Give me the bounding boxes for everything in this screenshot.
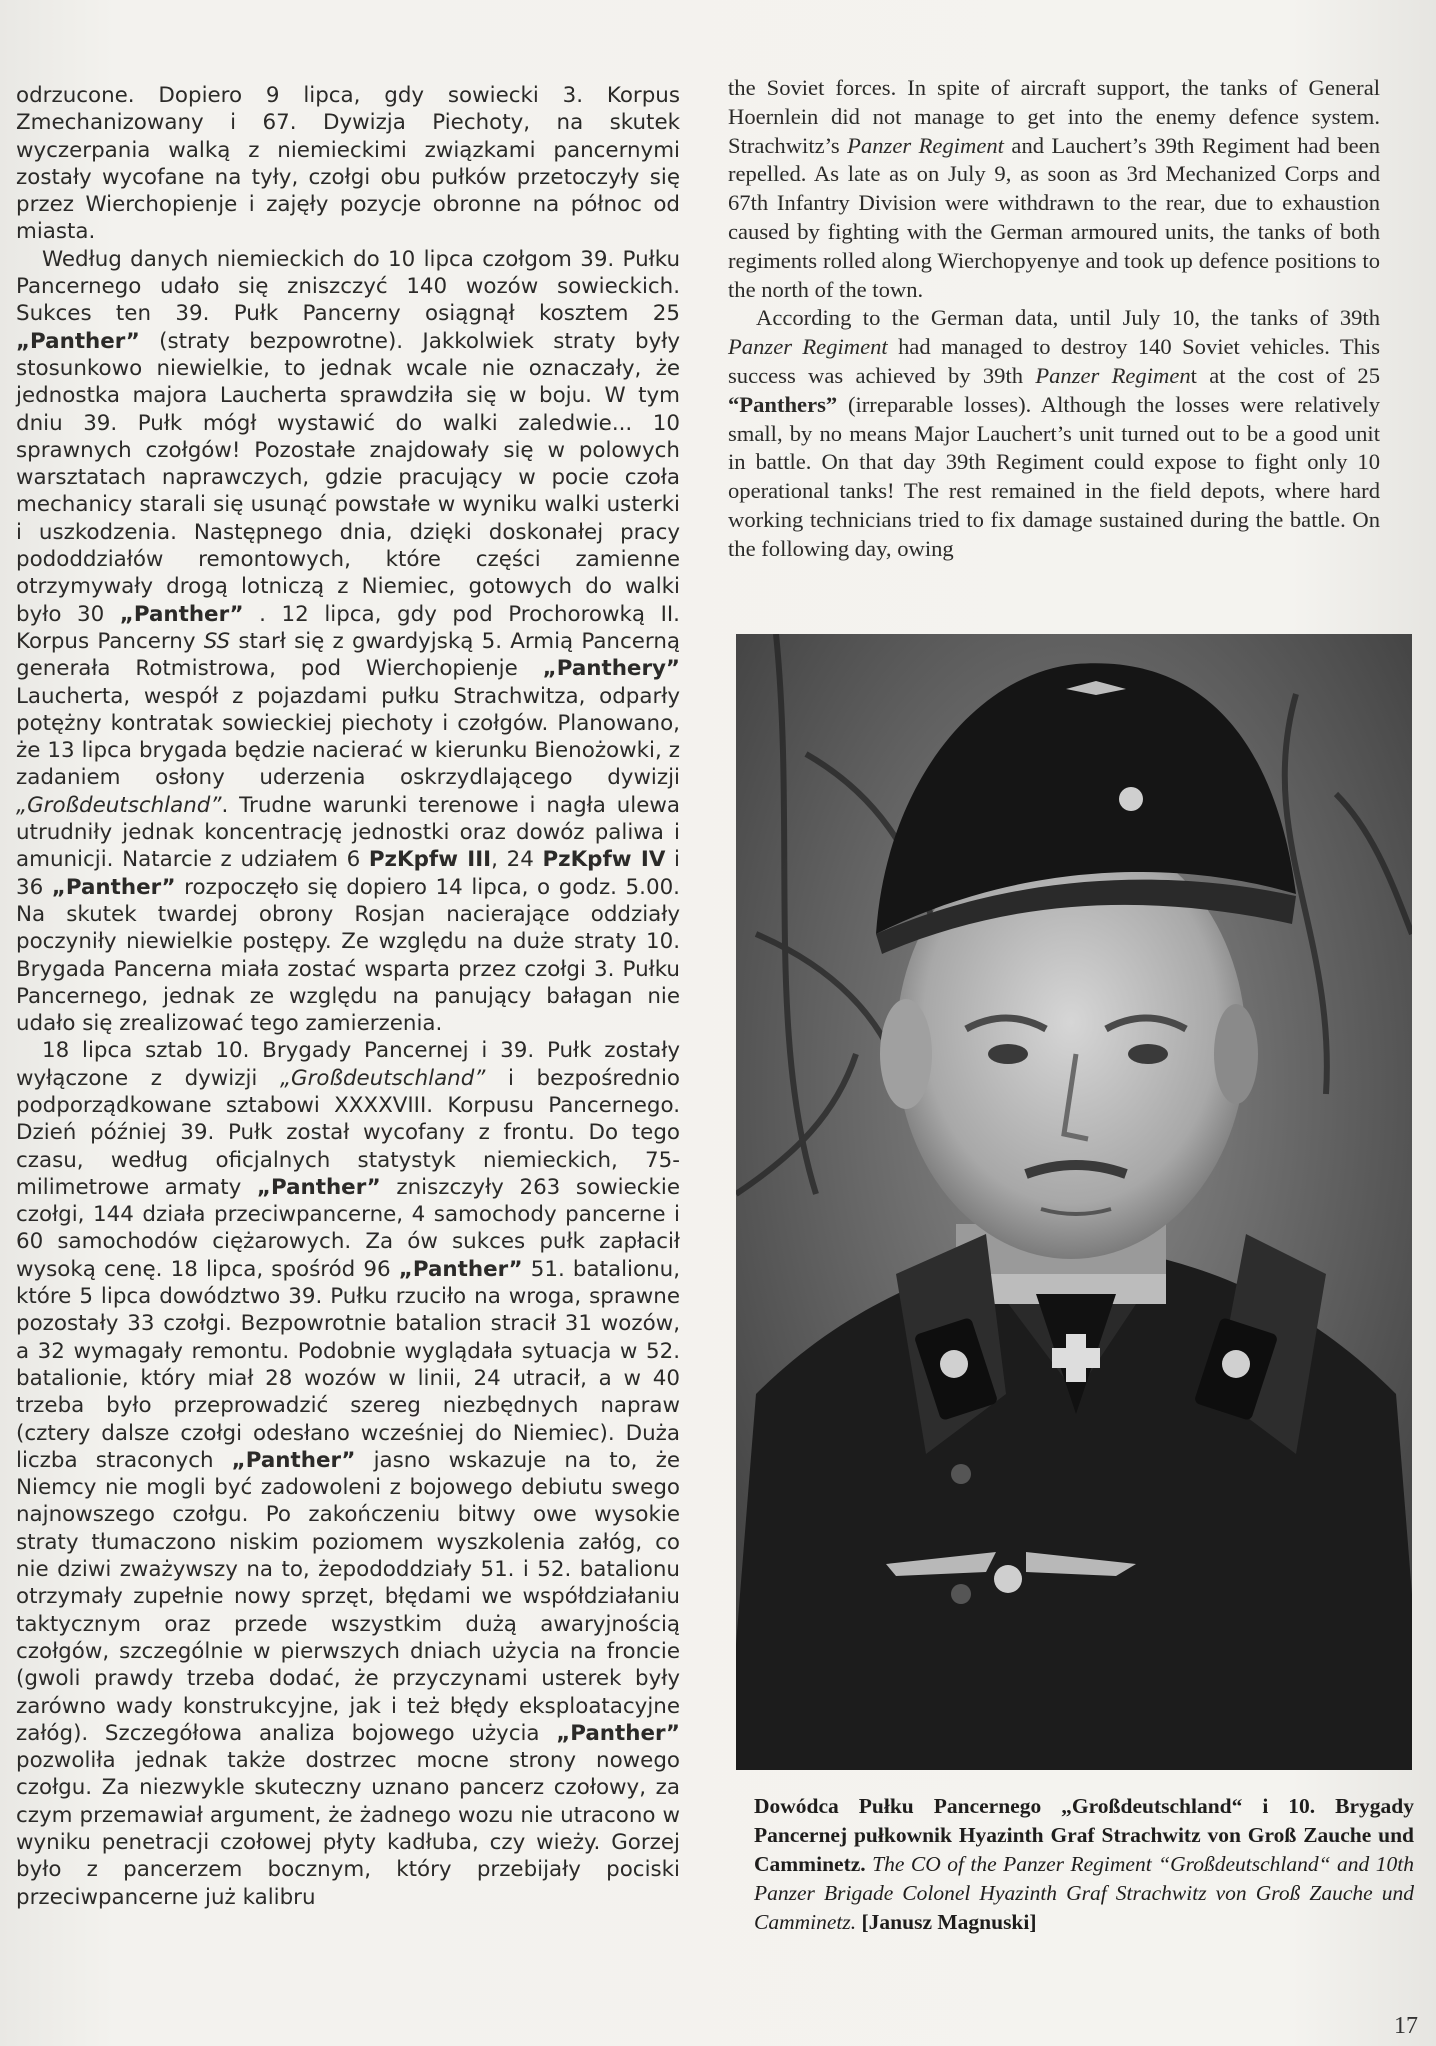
- text-run: zniszczyły 263 sowieckie czołgi, 144 działa przeciwpancerne, 4 samochody pancerne i 60 samochodów ciężarowych. Za ów sukces pułk zapłacił wysoką cenę. 18 lipca, spośród 96: [16, 1174, 680, 1282]
- text-run: Dowódca Pułku Pancernego „Großdeutschland“ i 10. Brygady Pancernej pułkownik Hyazinth Graf Strachwitz von Groß Zauche und Camminetz.: [754, 1794, 1414, 1876]
- text-run: „Panther”: [556, 1720, 680, 1746]
- text-run: i bezpośrednio podporządkowane sztabowi XXXXVIII. Korpusu Pancernego. Dzień później 39. Pułk został wycofany z frontu. Do tego czasu, według oficjalnych statystyk niemieckich, 75-milimetrowe armaty: [16, 1065, 680, 1200]
- text-run: 51. batalionu, które 5 lipca dowództwo 39. Pułku rzuciło na wroga, sprawne pozostały 33 czołgi. Bezpowrotnie batalion stracił 31 wozów, a 32 wymagały remontu. Podobnie wyglądała sytuacja w 52. batalionie, który miał 28 wozów w linii, 24 utracił, a w 40 trzeba było przeprowadzić szereg niezbędnych napraw (cztery dalsze czołgi odesłano wcześniej do Niemiec). Duża liczba straconych: [16, 1256, 680, 1473]
- portrait-photo: [736, 634, 1412, 1770]
- text-run: (straty bezpowrotne). Jakkolwiek straty były stosunkowo niewielkie, to jednak wcale nie oznaczały, że jednostka majora Laucherta sprawdziła się w boju. W tym dniu 39. Pułk mógł wystawić do walki zaledwie... 10 sprawnych czołgów! Pozostałe znajdowały się w polowych warsztatach naprawczych, gdzie pracujący w pocie czoła mechanicy starali się usunąć powstałe w wyniku walki usterki i uszkodzenia. Następnego dnia, dzięki doskonałej pracy pododdziałów remontowych, które części zamienne otrzymywały drogą lotniczą z Niemiec, gotowych do walki było 30: [16, 328, 680, 627]
- page-number: 17: [1394, 2013, 1418, 2039]
- text-run: „Panther”: [256, 1174, 381, 1200]
- portrait-illustration: [736, 634, 1412, 1770]
- text-run: starł się z gwardyjską 5. Armią Pancerną generała Rotmistrowa, pod Wierchopienje: [16, 628, 680, 682]
- text-run: „Panthery”: [542, 656, 680, 682]
- text-run: Laucherta, wespół z pojazdami pułku Strachwitza, odparły potężny kontratak sowieckiej piechoty i czołgów. Planowano, że 13 lipca brygada będzie nacierać w kierunku Bienożowki, z zadaniem osłony uderzenia oskrzydlającego dywizji: [16, 683, 680, 791]
- text-run: [Janusz Magnuski]: [856, 1910, 1037, 1934]
- text-run: jasno wskazuje na to, że Niemcy nie mogli być zadowoleni z bojowego debiutu swego najnowszego czołgu. Po zakończeniu bitwy owe wysokie straty tłumaczono niskim poziomem wyszkolenia załóg, co nie dziwi zważywszy na to, żepododdziały 51. i 52. batalionu otrzymały zupełnie nowy sprzęt, błędami we współdziałaniu taktycznym oraz przede wszystkim dużą awaryjnością czołgów, szczególnie w pierwszych dniach użycia na froncie (gwoli prawdy trzeba dodać, że przyczynami usterek były zarówno wady konstrukcyjne, jak i też błędy eksploatacyjne załóg). Szczegółowa analiza bojowego użycia: [16, 1447, 680, 1746]
- text-run: . 12 lipca, gdy pod Prochorowką II. Korpus Pancerny: [16, 601, 680, 654]
- text-run: Panzer Regiment: [728, 334, 888, 360]
- text-run: „Panther”: [119, 601, 244, 627]
- text-run: (irreparable losses). Although the losses were relatively small, by no means Major Lauchert’s unit turned out to be a good unit in battle. On that day 39th Regiment could expose to fight only 10 operational tanks! The rest remained in the field depots, where hard working technicians tried to fix damage sustained during the battle. On the following day, owing: [728, 391, 1380, 561]
- text-run: The CO of the Panzer Regiment “Großdeutschland“ and 10th Panzer Brigade Colonel Hyazinth Graf Strachwitz von Groß Zauche und Camminetz.: [754, 1852, 1414, 1934]
- text-run: Według danych niemieckich do 10 lipca czołgom 39. Pułku Pancernego udało się zniszczyć 140 wozów sowieckich. Sukces ten 39. Pułk Pancerny osiągnął kosztem 25: [16, 246, 680, 327]
- text-run: pozwoliła jednak także dostrzec mocne strony nowego czołgu. Za niezwykle skuteczny uznano pancerz czołowy, za czym przemawiał argument, że żadnego wozu nie utracono w wyniku penetracji czołowej płyty kadłuba, czy wieży. Gorzej było z pancerzem bocznym, który przebijały pociski przeciwpancerne już kalibru: [16, 1748, 680, 1910]
- text-run: , 24: [491, 847, 543, 873]
- text-run: „Großdeutschland”: [279, 1065, 486, 1091]
- polish-paragraph-1: odrzucone. Dopiero 9 lipca, gdy sowiecki 3. Korpus Zmechanizowany i 67. Dywizja Piechoty, na skutek wyczerpania walką z niemieckimi związkami pancernymi zostały wycofane na tyły, czołgi obu pułków przetoczyły się przez Wierchopienje i zajęły pozycje obronne na północ od miasta.: [16, 83, 680, 245]
- photo-caption: [754, 1792, 1414, 1937]
- text-run: „Panther”: [231, 1447, 356, 1473]
- text-run: Panzer Regimen: [1035, 362, 1191, 388]
- text-run: According to the German data, until July 10, the tanks of 39th: [756, 305, 1380, 331]
- text-run: „Großdeutschland”: [16, 792, 222, 818]
- polish-text-column: [16, 82, 680, 1911]
- text-run: SS: [203, 628, 231, 654]
- text-run: „Panther”: [16, 328, 140, 354]
- text-run: PzKpfw III: [368, 847, 492, 873]
- english-text-column: [728, 74, 1380, 564]
- text-run: Panzer Regiment: [847, 132, 1004, 158]
- text-run: „Panther”: [398, 1256, 523, 1282]
- english-paragraph-2: [728, 304, 1380, 563]
- text-run: PzKpfw IV: [542, 847, 666, 873]
- text-run: „Panther”: [51, 874, 176, 900]
- polish-paragraph-2: [16, 246, 680, 1038]
- text-run: the Soviet forces. In spite of aircraft support, the tanks of General Hoernlein did not manage to get into the enemy defence system. Strachwitz’s: [728, 75, 1380, 158]
- text-run: “Panthers”: [728, 391, 838, 417]
- text-run: had managed to destroy 140 Soviet vehicles. This success was achieved by 39th: [728, 334, 1380, 388]
- text-run: and Lauchert’s 39th Regiment had been repelled. As late as on July 9, as soon as 3rd Mechanized Corps and 67th Infantry Division were withdrawn to the rear, due to exhaustion caused by fighting with the German armoured units, the tanks of both regiments rolled along Wierchopyenye and took up defence positions to the north of the town.: [728, 132, 1380, 302]
- english-paragraph-1: [728, 74, 1380, 304]
- text-run: i 36: [16, 847, 680, 900]
- text-run: rozpoczęło się dopiero 14 lipca, o godz. 5.00. Na skutek twardej obrony Rosjan nacierające oddziały poczyniły niewielkie postępy. Ze względu na duże straty 10. Brygada Pancerna miała zostać wsparta przez czołgi 3. Pułku Pancernego, jednak ze względu na panujący bałagan nie udało się zrealizować tego zamierzenia.: [16, 874, 680, 1037]
- text-run: . Trudne warunki terenowe i nagła ulewa utrudniły jednak koncentrację jednostki oraz dowóz paliwa i amunicji. Natarcie z udziałem 6: [16, 792, 680, 873]
- polish-paragraph-3: [16, 1037, 680, 1911]
- text-run: 18 lipca sztab 10. Brygady Pancernej i 39. Pułk zostały wyłączone z dywizji: [16, 1038, 680, 1091]
- text-run: t at the cost of 25: [1190, 362, 1380, 388]
